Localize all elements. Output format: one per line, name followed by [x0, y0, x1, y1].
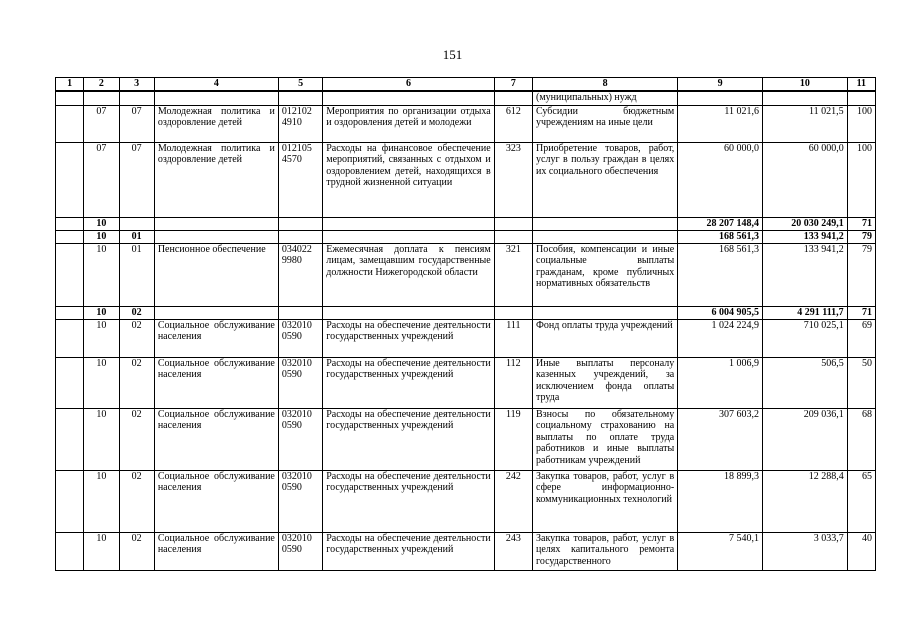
cell-col1 [56, 105, 84, 142]
cell-subsection-name: Социальное обслуживание населения [154, 408, 278, 470]
cell-expense-type: 119 [494, 408, 532, 470]
cell-expense-type [494, 91, 532, 105]
cell-executed: 20 030 249,1 [762, 217, 847, 230]
cell-subsection-name: Социальное обслуживание населения [154, 532, 278, 570]
col-header-8: 8 [533, 78, 678, 92]
cell-expense-name: Приобретение товаров, работ, услуг в пользу граждан в целях их социального обеспечения [533, 142, 678, 217]
cell-expense-name: Фонд оплаты труда учреждений [533, 319, 678, 357]
cell-percent: 79 [847, 243, 875, 306]
cell-expense-type [494, 306, 532, 319]
cell-subsection: 02 [119, 357, 154, 408]
cell-expense-name [533, 306, 678, 319]
cell-col1 [56, 142, 84, 217]
cell-subsection: 02 [119, 408, 154, 470]
cell-col1 [56, 217, 84, 230]
table-row [56, 91, 876, 105]
cell-subsection: 02 [119, 532, 154, 570]
cell-approved [678, 91, 763, 105]
cell-executed: 710 025,1 [762, 319, 847, 357]
cell-section: 10 [84, 532, 119, 570]
cell-percent: 100 [847, 142, 875, 217]
cell-percent [847, 91, 875, 105]
col-header-6: 6 [323, 78, 494, 92]
cell-subsection: 01 [119, 230, 154, 243]
cell-executed: 506,5 [762, 357, 847, 408]
cell-executed: 60 000,0 [762, 142, 847, 217]
cell-target-name: Расходы на финансовое обеспечение мероприятий, связанных с отдыхом и оздоровлением детей, находящихся в трудной жизненной ситуации [323, 142, 494, 217]
cell-subsection-name [154, 230, 278, 243]
cell-target-code [278, 230, 322, 243]
col-header-5: 5 [278, 78, 322, 92]
table-row [56, 230, 876, 243]
cell-section: 10 [84, 230, 119, 243]
cell-expense-type: 111 [494, 319, 532, 357]
table-row [56, 105, 876, 142]
cell-section: 10 [84, 306, 119, 319]
cell-col1 [56, 230, 84, 243]
cell-expense-name: Закупка товаров, работ, услуг в сфере информационно-коммуникационных технологий [533, 470, 678, 532]
cell-expense-name: Субсидии бюджетным учреждениям на иные цели [533, 105, 678, 142]
cell-section: 10 [84, 243, 119, 306]
header-row [56, 78, 876, 92]
cell-expense-type: 112 [494, 357, 532, 408]
cell-expense-type: 242 [494, 470, 532, 532]
cell-section: 10 [84, 217, 119, 230]
col-header-9: 9 [678, 78, 763, 92]
table-row [56, 306, 876, 319]
cell-target-code [278, 91, 322, 105]
cell-executed: 133 941,2 [762, 230, 847, 243]
table-row [56, 470, 876, 532]
cell-expense-name: (муниципальных) нужд [533, 91, 678, 105]
cell-approved: 1 024 224,9 [678, 319, 763, 357]
cell-target-code: 032010 0590 [278, 470, 322, 532]
cell-col1 [56, 408, 84, 470]
cell-subsection-name: Социальное обслуживание населения [154, 357, 278, 408]
cell-col1 [56, 243, 84, 306]
cell-target-name: Расходы на обеспечение деятельности государственных учреждений [323, 532, 494, 570]
table-row [56, 243, 876, 306]
col-header-7: 7 [494, 78, 532, 92]
cell-expense-type [494, 230, 532, 243]
cell-subsection-name: Молодежная политика и оздоровление детей [154, 142, 278, 217]
cell-col1 [56, 306, 84, 319]
cell-target-name: Расходы на обеспечение деятельности государственных учреждений [323, 470, 494, 532]
cell-section: 10 [84, 408, 119, 470]
cell-approved: 7 540,1 [678, 532, 763, 570]
cell-expense-type: 323 [494, 142, 532, 217]
cell-subsection-name: Молодежная политика и оздоровление детей [154, 105, 278, 142]
cell-target-code: 032010 0590 [278, 319, 322, 357]
cell-approved: 11 021,6 [678, 105, 763, 142]
cell-expense-name: Закупка товаров, работ, услуг в целях капитального ремонта государственного [533, 532, 678, 570]
cell-col1 [56, 532, 84, 570]
cell-target-name: Расходы на обеспечение деятельности государственных учреждений [323, 357, 494, 408]
cell-percent: 100 [847, 105, 875, 142]
cell-col1 [56, 470, 84, 532]
cell-section: 10 [84, 319, 119, 357]
cell-section: 07 [84, 142, 119, 217]
cell-expense-name [533, 217, 678, 230]
table-row [56, 217, 876, 230]
cell-executed: 12 288,4 [762, 470, 847, 532]
cell-expense-type [494, 217, 532, 230]
cell-subsection [119, 91, 154, 105]
cell-approved: 1 006,9 [678, 357, 763, 408]
cell-percent: 69 [847, 319, 875, 357]
cell-expense-name: Пособия, компенсации и иные социальные выплаты гражданам, кроме публичных нормативных обязательств [533, 243, 678, 306]
cell-executed: 4 291 111,7 [762, 306, 847, 319]
col-header-1: 1 [56, 78, 84, 92]
table-row [56, 357, 876, 408]
cell-subsection-name [154, 91, 278, 105]
cell-subsection: 01 [119, 243, 154, 306]
cell-target-code: 032010 0590 [278, 532, 322, 570]
cell-subsection: 07 [119, 142, 154, 217]
cell-target-name [323, 230, 494, 243]
cell-executed: 133 941,2 [762, 243, 847, 306]
cell-expense-name: Взносы по обязательному социальному страхованию на выплаты по оплате труда работников и иные выплаты работникам учреждений [533, 408, 678, 470]
cell-subsection-name: Пенсионное обеспечение [154, 243, 278, 306]
cell-subsection-name [154, 306, 278, 319]
cell-target-code: 012102 4910 [278, 105, 322, 142]
cell-expense-name [533, 230, 678, 243]
col-header-4: 4 [154, 78, 278, 92]
cell-percent: 79 [847, 230, 875, 243]
cell-target-code: 012105 4570 [278, 142, 322, 217]
cell-target-name [323, 306, 494, 319]
cell-target-name: Расходы на обеспечение деятельности государственных учреждений [323, 408, 494, 470]
budget-table [55, 77, 876, 571]
cell-target-code [278, 306, 322, 319]
cell-subsection: 02 [119, 306, 154, 319]
cell-section: 10 [84, 470, 119, 532]
cell-target-code: 032010 0590 [278, 408, 322, 470]
cell-subsection: 02 [119, 470, 154, 532]
col-header-10: 10 [762, 78, 847, 92]
cell-subsection-name: Социальное обслуживание населения [154, 470, 278, 532]
cell-percent: 68 [847, 408, 875, 470]
cell-approved: 168 561,3 [678, 243, 763, 306]
cell-approved: 307 603,2 [678, 408, 763, 470]
cell-percent: 71 [847, 306, 875, 319]
cell-executed: 11 021,5 [762, 105, 847, 142]
cell-percent: 50 [847, 357, 875, 408]
cell-percent: 65 [847, 470, 875, 532]
cell-col1 [56, 319, 84, 357]
cell-col1 [56, 91, 84, 105]
cell-target-code: 034022 9980 [278, 243, 322, 306]
cell-target-name [323, 91, 494, 105]
cell-target-name: Ежемесячная доплата к пенсиям лицам, замещавшим государственные должности Нижегородской области [323, 243, 494, 306]
cell-percent: 40 [847, 532, 875, 570]
cell-subsection: 07 [119, 105, 154, 142]
cell-executed: 209 036,1 [762, 408, 847, 470]
cell-expense-type: 321 [494, 243, 532, 306]
cell-target-name: Мероприятия по организации отдыха и оздоровления детей и молодежи [323, 105, 494, 142]
table-row [56, 319, 876, 357]
table-row [56, 142, 876, 217]
cell-subsection [119, 217, 154, 230]
cell-approved: 60 000,0 [678, 142, 763, 217]
cell-expense-type: 243 [494, 532, 532, 570]
cell-target-name: Расходы на обеспечение деятельности государственных учреждений [323, 319, 494, 357]
cell-section [84, 91, 119, 105]
table-row [56, 408, 876, 470]
cell-section: 10 [84, 357, 119, 408]
cell-section: 07 [84, 105, 119, 142]
cell-target-code: 032010 0590 [278, 357, 322, 408]
page-number: 151 [442, 47, 463, 62]
cell-approved: 168 561,3 [678, 230, 763, 243]
table-body [56, 91, 876, 570]
cell-target-code [278, 217, 322, 230]
cell-approved: 18 899,3 [678, 470, 763, 532]
col-header-11: 11 [847, 78, 875, 92]
cell-subsection-name: Социальное обслуживание населения [154, 319, 278, 357]
cell-subsection-name [154, 217, 278, 230]
table-row [56, 532, 876, 570]
col-header-2: 2 [84, 78, 119, 92]
cell-col1 [56, 357, 84, 408]
cell-approved: 6 004 905,5 [678, 306, 763, 319]
cell-percent: 71 [847, 217, 875, 230]
cell-target-name [323, 217, 494, 230]
cell-expense-type: 612 [494, 105, 532, 142]
cell-subsection: 02 [119, 319, 154, 357]
col-header-3: 3 [119, 78, 154, 92]
cell-executed [762, 91, 847, 105]
cell-executed: 3 033,7 [762, 532, 847, 570]
cell-approved: 28 207 148,4 [678, 217, 763, 230]
cell-expense-name: Иные выплаты персоналу казенных учреждений, за исключением фонда оплаты труда [533, 357, 678, 408]
